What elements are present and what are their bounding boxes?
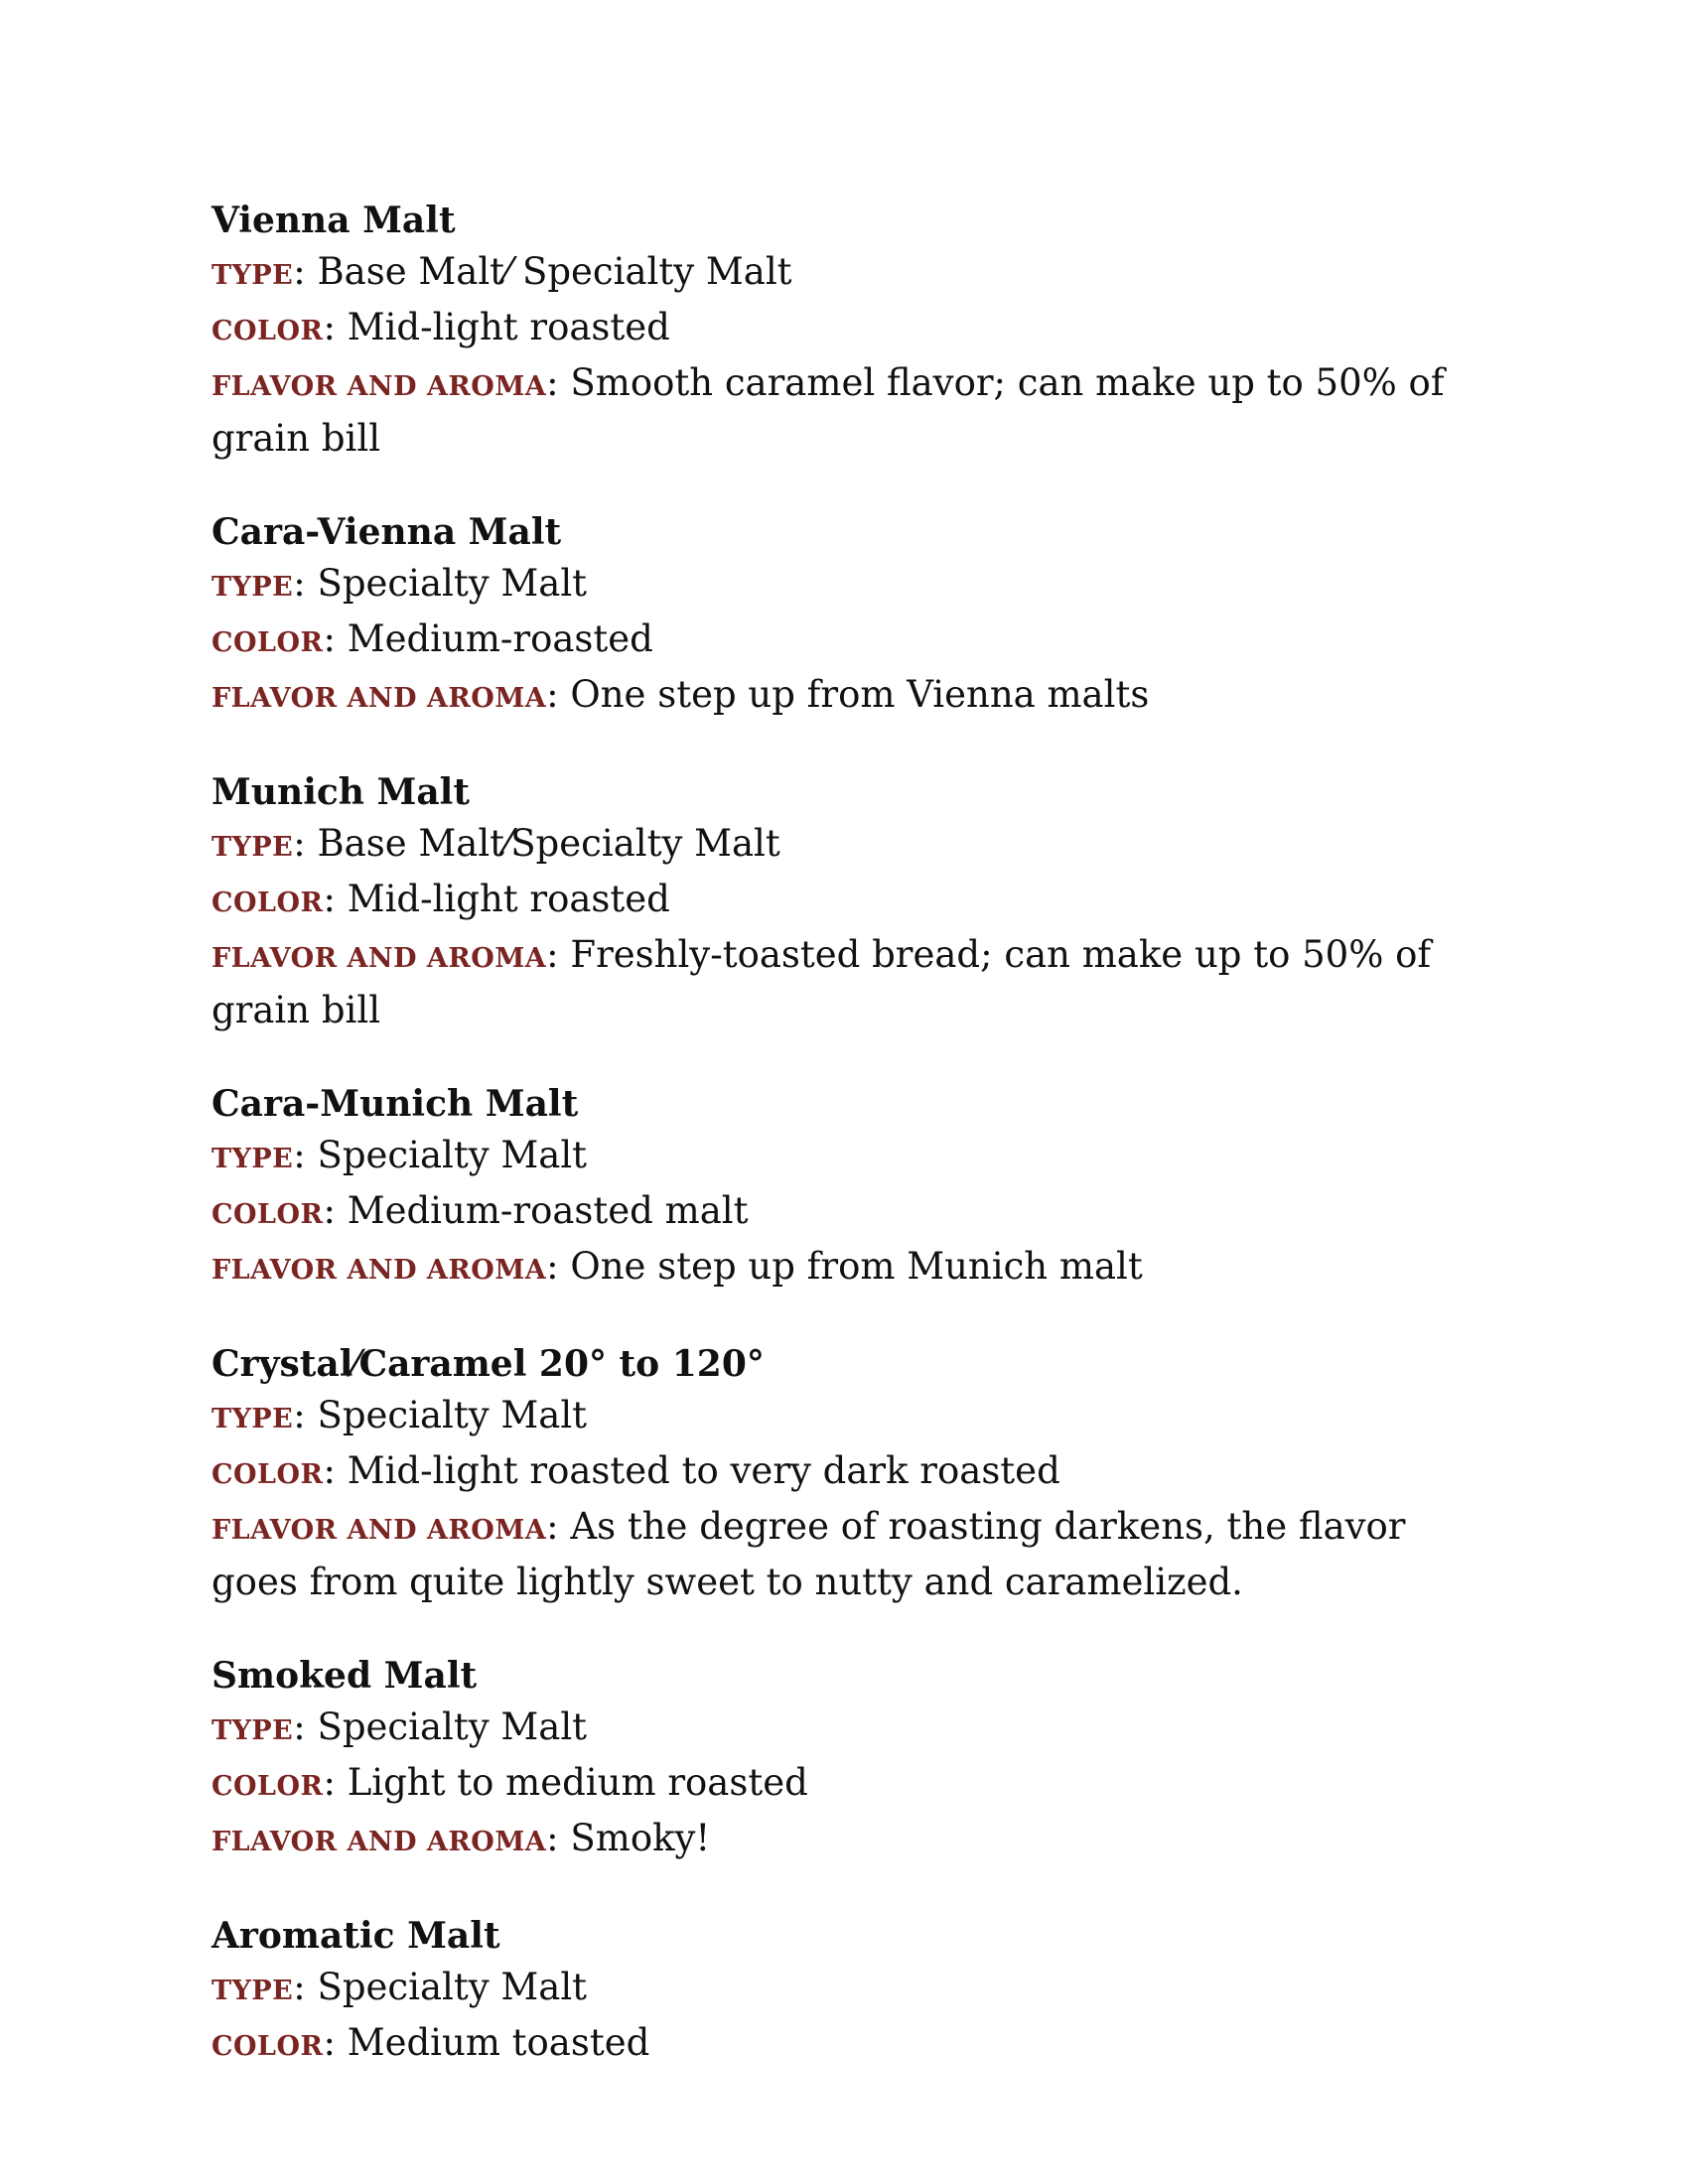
color-line [211,1445,1502,1501]
document-page [211,195,1502,2115]
type-label: TYPE [211,1976,294,2006]
type-value: Base Malt⁄ Specialty Malt [317,250,792,293]
malt-name: Cara-Munich Malt [211,1083,579,1125]
flavor-line [211,669,1502,725]
color-label: COLOR [211,887,324,918]
type-value: Specialty Malt [317,1966,588,2008]
color-label: COLOR [211,1459,324,1490]
type-value: Base Malt⁄Specialty Malt [317,822,780,865]
flavor-label: FLAVOR AND AROMA [211,1827,547,1857]
color-value: Medium-roasted malt [347,1189,749,1232]
color-value: Mid-light roasted [347,878,670,920]
malt-entry-cara-munich [211,1078,1502,1297]
flavor-label: FLAVOR AND AROMA [211,1255,547,1286]
separator: : [323,1189,348,1232]
flavor-line [211,1241,1502,1297]
separator: : [293,1394,318,1436]
type-line [211,1962,1502,2017]
color-label: COLOR [211,1199,324,1230]
malt-name: Crystal⁄Caramel 20° to 120° [211,1343,765,1385]
color-line [211,1757,1502,1813]
separator: : [323,878,348,920]
flavor-label: FLAVOR AND AROMA [211,683,547,714]
type-label: TYPE [211,260,294,291]
type-label: TYPE [211,1715,294,1746]
type-line [211,558,1502,614]
type-label: TYPE [211,1404,294,1434]
separator: : [546,1505,571,1548]
separator: : [323,2021,348,2064]
separator: : [546,1245,571,1288]
malt-entry-smoked [211,1650,1502,1868]
type-line [211,1130,1502,1185]
flavor-value: As the degree of roasting darkens, the flavor goes from quite lightly sweet to nutty and caramelized. [211,1505,1406,1603]
type-label: TYPE [211,572,294,603]
color-line [211,614,1502,669]
flavor-value: One step up from Vienna malts [570,673,1150,716]
color-line [211,874,1502,929]
flavor-value: Smooth caramel flavor; can make up to 50% of grain bill [211,361,1445,460]
color-line [211,2017,1502,2073]
malt-entry-vienna [211,195,1502,465]
color-value: Light to medium roasted [347,1761,808,1804]
color-label: COLOR [211,627,324,658]
color-value: Mid-light roasted [347,306,670,348]
type-line [211,818,1502,874]
separator: : [323,617,348,660]
separator: : [546,1817,571,1859]
separator: : [323,1449,348,1492]
flavor-label: FLAVOR AND AROMA [211,943,547,974]
separator: : [293,562,318,605]
flavor-value: Freshly-toasted bread; can make up to 50% of grain bill [211,933,1432,1031]
malt-entry-crystal-caramel [211,1338,1502,1608]
flavor-line [211,357,1502,465]
flavor-label: FLAVOR AND AROMA [211,1515,547,1546]
separator: : [546,933,571,976]
malt-entry-cara-vienna [211,506,1502,725]
type-line [211,1390,1502,1445]
flavor-line [211,1501,1502,1608]
type-label: TYPE [211,832,294,863]
separator: : [293,250,318,293]
malt-name: Cara-Vienna Malt [211,511,562,553]
type-value: Specialty Malt [317,1394,588,1436]
type-value: Specialty Malt [317,1134,588,1176]
type-value: Specialty Malt [317,562,588,605]
separator: : [323,1761,348,1804]
color-label: COLOR [211,2031,324,2062]
separator: : [293,822,318,865]
separator: : [546,673,571,716]
malt-name: Munich Malt [211,771,470,813]
separator: : [546,361,571,404]
malt-name: Smoked Malt [211,1655,478,1697]
flavor-line [211,1813,1502,1868]
type-line [211,246,1502,302]
separator: : [293,1966,318,2008]
type-line [211,1702,1502,1757]
malt-name: Vienna Malt [211,200,456,241]
separator: : [293,1706,318,1748]
color-value: Mid-light roasted to very dark roasted [347,1449,1060,1492]
color-label: COLOR [211,1771,324,1802]
malt-name: Aromatic Malt [211,1915,500,1957]
type-label: TYPE [211,1144,294,1174]
separator: : [323,306,348,348]
flavor-label: FLAVOR AND AROMA [211,371,547,402]
malt-entry-aromatic [211,1910,1502,2073]
color-label: COLOR [211,316,324,346]
flavor-value: One step up from Munich malt [570,1245,1143,1288]
color-value: Medium-roasted [347,617,653,660]
malt-entry-munich [211,766,1502,1036]
color-line [211,1185,1502,1241]
flavor-value: Smoky! [570,1817,711,1859]
color-value: Medium toasted [347,2021,650,2064]
color-line [211,302,1502,357]
flavor-line [211,929,1502,1036]
type-value: Specialty Malt [317,1706,588,1748]
separator: : [293,1134,318,1176]
